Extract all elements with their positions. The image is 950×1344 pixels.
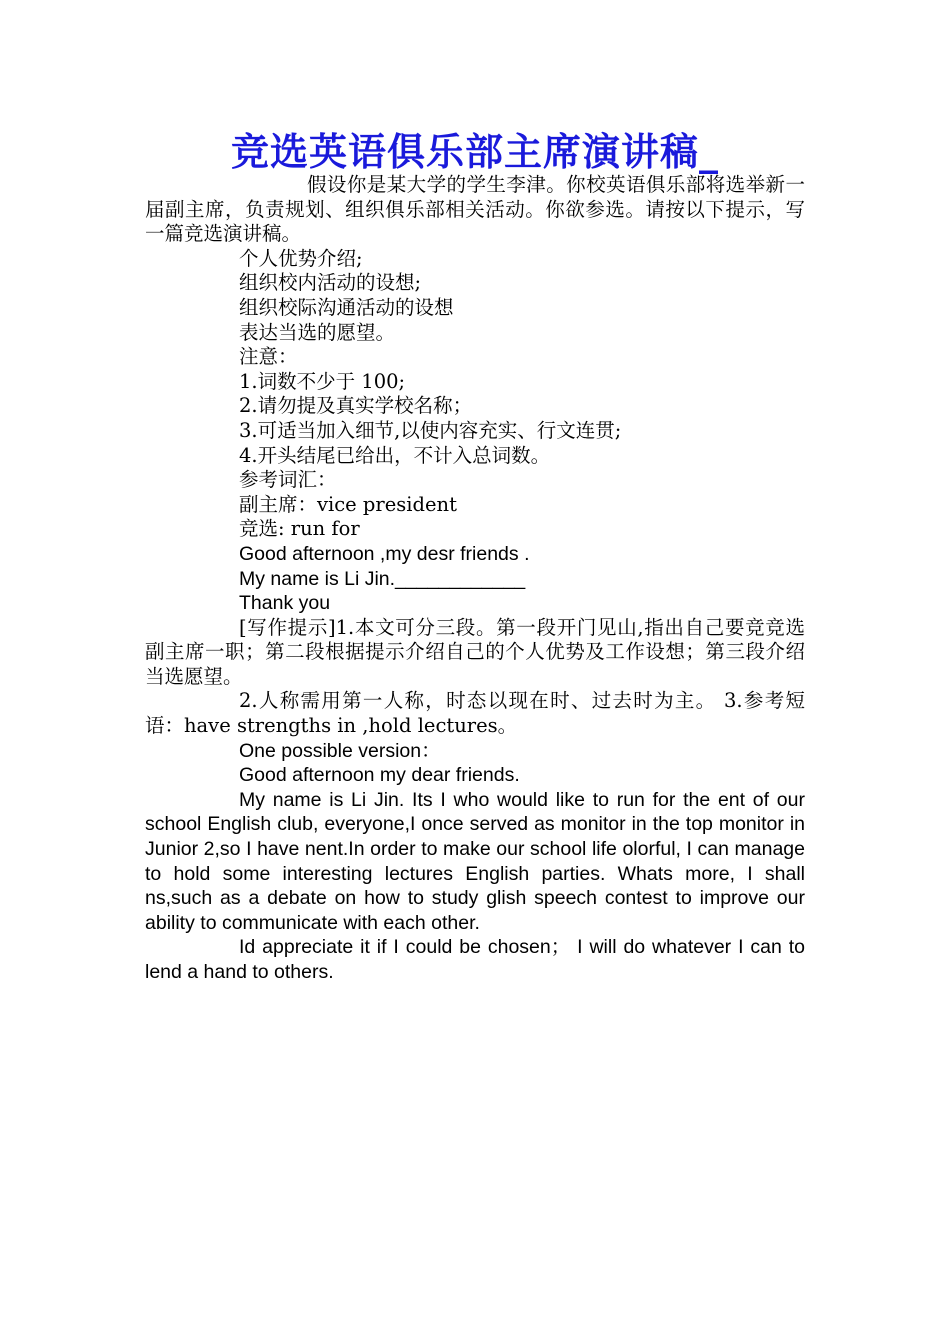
writing-tip-paragraph-2: 2.人称需用第一人称，时态以现在时、过去时为主。 3.参考短语：have strengths in ,hold lectures。 [145, 689, 805, 738]
notice-item: 4.开头结尾已给出，不计入总词数。 [239, 443, 551, 467]
essay-paragraph: My name is Li Jin. Its I who would like to run for the ent of our school English club, everyone,I once served as monitor in the top monitor in Junior 2,so I have nent.In order to make our school life olorful, I can manage to hold some interesting lectures English parties. Whats more, I shall ns,such as a debate on how to study glish speech contest to improve our ability to communicate with each other. [145, 788, 805, 934]
notice-label: 注意： [239, 345, 298, 369]
point-item: 个人优势介绍; [239, 246, 363, 270]
notice-item: 2.请勿提及真实学校名称； [239, 394, 473, 418]
notice-item: 3.可适当加入细节,以使内容充实、行文连贯; [239, 418, 622, 442]
essay-paragraph: Id appreciate it if I could be chosen； I will do whatever I can to lend a hand to others. [145, 936, 805, 983]
writing-tip-paragraph: [写作提示]1.本文可分三段。第一段开门见山,指出自己要竞竞选副主席一职；第二段根据提示介绍自己的个人优势及工作设想；第三段介绍当选愿望。 [145, 615, 805, 688]
notice-item: 1.词数不少于 100; [239, 369, 406, 393]
document-body [145, 173, 805, 985]
template-line: Good afternoon ,my desr friends . [239, 542, 530, 565]
vocab-item: 竞选: run for [239, 517, 360, 541]
intro-paragraph: 假设你是某大学的学生李津。你校英语俱乐部将选举新一届副主席，负责规划、组织俱乐部相关活动。你欲参选。请按以下提示，写一篇竞选演讲稿。 [145, 173, 805, 246]
document-title: 竞选英语俱乐部主席演讲稿_ [230, 129, 719, 174]
point-item: 表达当选的愿望。 [239, 320, 396, 344]
essay-greeting: Good afternoon my dear friends. [239, 764, 520, 787]
point-item: 组织校内活动的设想; [239, 271, 422, 295]
vocab-item: 副主席：vice president [239, 492, 457, 516]
vocab-label: 参考词汇： [239, 468, 337, 492]
template-line: My name is Li Jin.____________ [239, 567, 526, 590]
version-label: One possible version： [239, 739, 441, 762]
point-item: 组织校际沟通活动的设想 [239, 295, 454, 319]
template-line: Thank you [239, 592, 331, 615]
